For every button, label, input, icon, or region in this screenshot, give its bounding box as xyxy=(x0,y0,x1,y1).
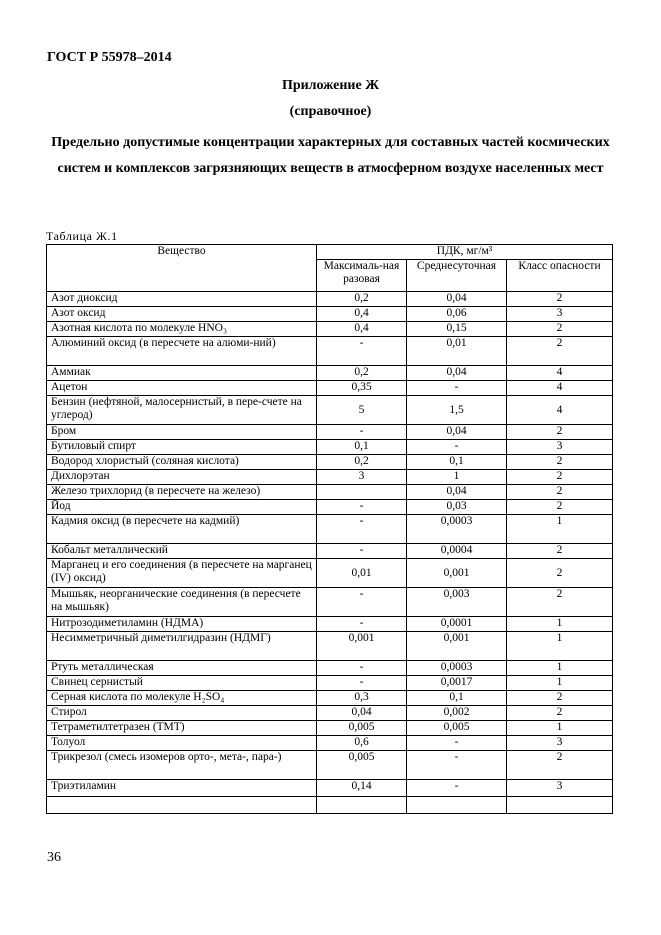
row-class: 1 xyxy=(507,632,613,661)
row-max: 0,35 xyxy=(317,381,407,396)
row-avg xyxy=(407,797,507,814)
pdk-table xyxy=(46,244,613,814)
table-row xyxy=(47,706,613,721)
row-substance: Бензин (нефтяной, малосернистый, в пере-счете на углерод) xyxy=(47,396,317,425)
row-avg: 0,0004 xyxy=(407,544,507,559)
row-class: 2 xyxy=(507,706,613,721)
appendix-type: (справочное) xyxy=(289,104,372,119)
row-class: 2 xyxy=(507,470,613,485)
row-max: 0,14 xyxy=(317,780,407,797)
row-max: 0,2 xyxy=(317,292,407,307)
table-row xyxy=(47,515,613,544)
table-row xyxy=(47,617,613,632)
row-substance: Толуол xyxy=(47,736,317,751)
table-row xyxy=(47,721,613,736)
row-substance: Алюминий оксид (в пересчете на алюми-ний) xyxy=(47,337,317,366)
row-avg: 0,06 xyxy=(407,307,507,322)
row-max: - xyxy=(317,425,407,440)
row-class: 2 xyxy=(507,588,613,617)
table-row xyxy=(47,559,613,588)
table-row xyxy=(47,292,613,307)
table-row xyxy=(47,455,613,470)
row-avg: 0,04 xyxy=(407,292,507,307)
row-max: - xyxy=(317,337,407,366)
table-row xyxy=(47,485,613,500)
row-avg: - xyxy=(407,440,507,455)
row-class: 3 xyxy=(507,307,613,322)
table-row xyxy=(47,470,613,485)
row-avg: 0,01 xyxy=(407,337,507,366)
document-code: ГОСТ Р 55978–2014 xyxy=(47,50,172,65)
row-avg: 0,04 xyxy=(407,485,507,500)
row-class: 4 xyxy=(507,366,613,381)
row-class xyxy=(507,797,613,814)
row-max: 0,4 xyxy=(317,322,407,337)
row-class: 1 xyxy=(507,515,613,544)
row-max: - xyxy=(317,661,407,676)
row-avg: 0,0001 xyxy=(407,617,507,632)
row-avg: 1,5 xyxy=(407,396,507,425)
header-hazard-class: Класс опасности xyxy=(507,260,613,292)
row-substance: Кадмия оксид (в пересчете на кадмий) xyxy=(47,515,317,544)
row-avg: - xyxy=(407,780,507,797)
row-class: 2 xyxy=(507,559,613,588)
row-max xyxy=(317,485,407,500)
row-max: - xyxy=(317,676,407,691)
table-row xyxy=(47,322,613,337)
row-class: 2 xyxy=(507,691,613,706)
row-avg: - xyxy=(407,736,507,751)
table-row xyxy=(47,381,613,396)
table-row xyxy=(47,337,613,366)
row-substance: Серная кислота по молекуле H₂SO₄ xyxy=(47,691,317,706)
table-row xyxy=(47,588,613,617)
row-max: - xyxy=(317,617,407,632)
row-class: 4 xyxy=(507,381,613,396)
row-avg: 0,03 xyxy=(407,500,507,515)
row-max: - xyxy=(317,515,407,544)
table-row xyxy=(47,425,613,440)
row-avg: 1 xyxy=(407,470,507,485)
row-max: - xyxy=(317,500,407,515)
row-substance: Марганец и его соединения (в пересчете на марганец (IV) оксид) xyxy=(47,559,317,588)
row-class: 1 xyxy=(507,661,613,676)
row-substance: Триэтиламин xyxy=(47,780,317,797)
row-class: 3 xyxy=(507,780,613,797)
row-max: 0,4 xyxy=(317,307,407,322)
row-substance: Стирол xyxy=(47,706,317,721)
header-daily-avg: Среднесуточная xyxy=(407,260,507,292)
row-class: 1 xyxy=(507,721,613,736)
row-substance: Азот оксид xyxy=(47,307,317,322)
table-row xyxy=(47,676,613,691)
row-class: 3 xyxy=(507,736,613,751)
row-max xyxy=(317,797,407,814)
row-max: 0,001 xyxy=(317,632,407,661)
row-class: 2 xyxy=(507,500,613,515)
row-avg: 0,001 xyxy=(407,632,507,661)
row-avg: 0,04 xyxy=(407,366,507,381)
row-class: 3 xyxy=(507,440,613,455)
table-label: Таблица Ж.1 xyxy=(46,229,118,243)
table-row xyxy=(47,661,613,676)
row-substance: Ацетон xyxy=(47,381,317,396)
table-row xyxy=(47,751,613,780)
table-row xyxy=(47,691,613,706)
table-row xyxy=(47,500,613,515)
row-max: - xyxy=(317,588,407,617)
row-class: 2 xyxy=(507,292,613,307)
row-substance: Йод xyxy=(47,500,317,515)
appendix-caption: Предельно допустимые концентрации характерных для составных частей космических систем и комплексов загрязняющих веществ в атмосферном воздухе населенных мест xyxy=(51,135,610,176)
row-substance xyxy=(47,797,317,814)
row-class: 1 xyxy=(507,676,613,691)
row-max: 0,2 xyxy=(317,366,407,381)
row-max: 0,005 xyxy=(317,751,407,780)
row-substance: Бутиловый спирт xyxy=(47,440,317,455)
row-avg: 0,0003 xyxy=(407,515,507,544)
row-avg: 0,0017 xyxy=(407,676,507,691)
row-max: 0,3 xyxy=(317,691,407,706)
row-substance: Водород хлористый (соляная кислота) xyxy=(47,455,317,470)
table-row xyxy=(47,366,613,381)
header-max-single: Максималь-ная разовая xyxy=(317,260,407,292)
header-pdk: ПДК, мг/м³ xyxy=(317,245,613,260)
row-class: 4 xyxy=(507,396,613,425)
row-class: 2 xyxy=(507,322,613,337)
row-avg: 0,15 xyxy=(407,322,507,337)
row-avg: 0,001 xyxy=(407,559,507,588)
row-max: 0,005 xyxy=(317,721,407,736)
table-row xyxy=(47,632,613,661)
row-substance: Аммиак xyxy=(47,366,317,381)
row-avg: 0,003 xyxy=(407,588,507,617)
row-substance: Мышьяк, неорганические соединения (в пересчете на мышьяк) xyxy=(47,588,317,617)
row-substance: Дихлорэтан xyxy=(47,470,317,485)
row-substance: Тетраметилтетразен (ТМТ) xyxy=(47,721,317,736)
row-substance: Ртуть металлическая xyxy=(47,661,317,676)
row-max: 0,01 xyxy=(317,559,407,588)
row-class: 2 xyxy=(507,751,613,780)
row-max: 5 xyxy=(317,396,407,425)
row-substance: Несимметричный диметилгидразин (НДМГ) xyxy=(47,632,317,661)
row-class: 2 xyxy=(507,485,613,500)
table-row xyxy=(47,736,613,751)
row-substance: Азот диоксид xyxy=(47,292,317,307)
row-avg: 0,0003 xyxy=(407,661,507,676)
row-substance: Нитрозодиметиламин (НДМА) xyxy=(47,617,317,632)
row-max: - xyxy=(317,544,407,559)
table-row xyxy=(47,440,613,455)
row-max: 3 xyxy=(317,470,407,485)
row-avg: 0,1 xyxy=(407,691,507,706)
row-avg: - xyxy=(407,751,507,780)
header-substance: Вещество xyxy=(47,245,317,292)
row-class: 2 xyxy=(507,455,613,470)
row-max: 0,1 xyxy=(317,440,407,455)
row-avg: 0,002 xyxy=(407,706,507,721)
row-substance: Свинец сернистый xyxy=(47,676,317,691)
table-row xyxy=(47,780,613,797)
row-substance: Азотная кислота по молекуле HNO₃ xyxy=(47,322,317,337)
row-avg: 0,04 xyxy=(407,425,507,440)
row-class: 2 xyxy=(507,425,613,440)
row-avg: 0,1 xyxy=(407,455,507,470)
row-max: 0,6 xyxy=(317,736,407,751)
table-row xyxy=(47,396,613,425)
row-avg: 0,005 xyxy=(407,721,507,736)
row-avg: - xyxy=(407,381,507,396)
table-row-empty xyxy=(47,797,613,814)
row-max: 0,2 xyxy=(317,455,407,470)
row-substance: Трикрезол (смесь изомеров орто-, мета-, пара-) xyxy=(47,751,317,780)
row-class: 2 xyxy=(507,337,613,366)
table-row xyxy=(47,544,613,559)
row-class: 1 xyxy=(507,617,613,632)
row-max: 0,04 xyxy=(317,706,407,721)
row-substance: Железо трихлорид (в пересчете на железо) xyxy=(47,485,317,500)
appendix-title: Приложение Ж xyxy=(281,78,380,93)
page-number: 36 xyxy=(47,850,61,865)
row-class: 2 xyxy=(507,544,613,559)
row-substance: Бром xyxy=(47,425,317,440)
row-substance: Кобальт металлический xyxy=(47,544,317,559)
table-row xyxy=(47,307,613,322)
